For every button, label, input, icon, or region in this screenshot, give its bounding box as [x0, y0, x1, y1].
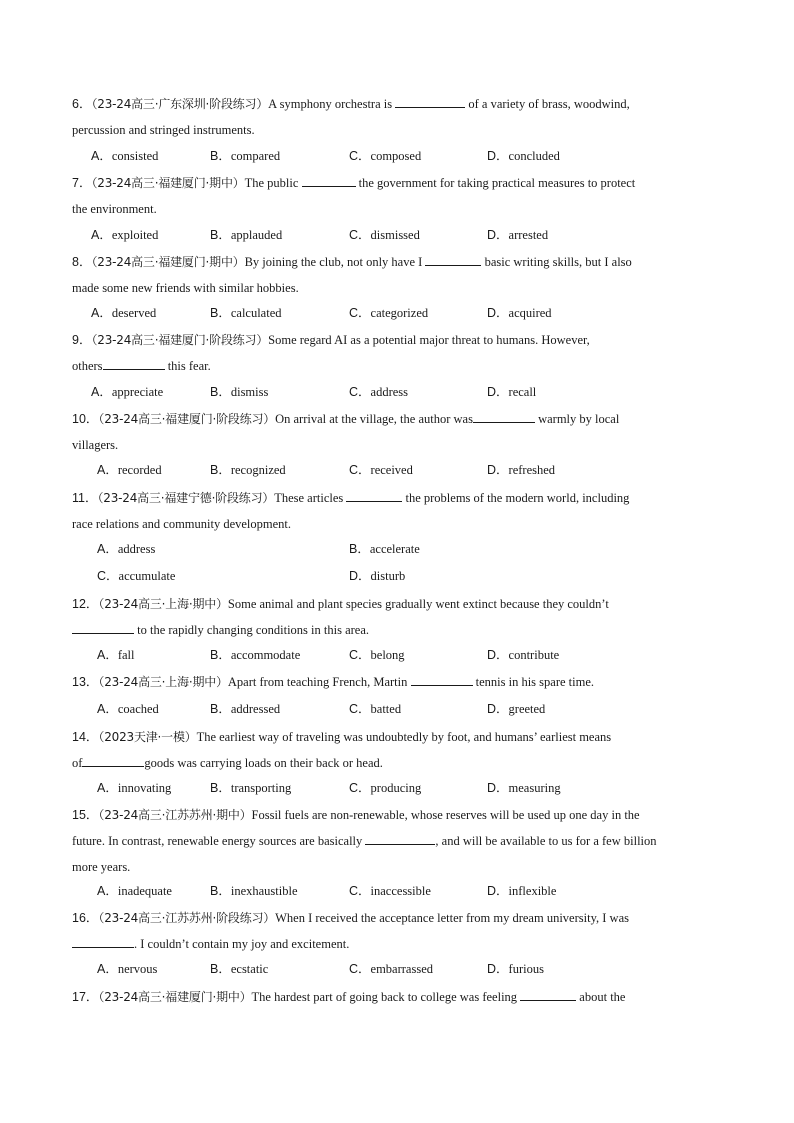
answer-blank	[302, 174, 356, 187]
options-row	[72, 696, 722, 722]
options-row	[72, 642, 722, 668]
question-10-line-1	[72, 406, 722, 432]
question-text: this fear.	[164, 359, 211, 373]
option-c[interactable]: C．embarrassed	[349, 962, 434, 976]
question-number: 12．	[72, 597, 99, 611]
option-a[interactable]: A．nervous	[97, 962, 158, 976]
question-7	[72, 170, 722, 222]
question-text: The hardest part of going back to college was feeling	[251, 990, 521, 1004]
question-text-cont: the environment.	[72, 202, 157, 216]
question-text: On arrival at the village, the author was	[275, 412, 473, 426]
option-a[interactable]: A．fall	[97, 648, 135, 662]
option-b[interactable]: B．accommodate	[210, 648, 301, 662]
option-d[interactable]: D．greeted	[487, 702, 546, 716]
question-16	[72, 905, 722, 957]
question-number: 13．	[72, 675, 99, 689]
answer-blank	[520, 988, 576, 1001]
option-a[interactable]: A．address	[97, 542, 156, 556]
question-text: When I received the acceptance letter from my dream university, I was	[275, 911, 629, 925]
question-number: 8．	[72, 255, 92, 269]
question-number: 17．	[72, 990, 99, 1004]
option-a[interactable]: A．consisted	[91, 149, 159, 163]
question-text: others	[72, 359, 103, 373]
options-row	[72, 457, 722, 483]
answer-blank	[82, 754, 144, 767]
option-c[interactable]: C．categorized	[349, 306, 429, 320]
answer-blank	[395, 95, 465, 108]
question-text: the government for taking practical measures to protect	[355, 176, 636, 190]
option-a[interactable]: A．coached	[97, 702, 159, 716]
question-15-line-1	[72, 802, 722, 828]
question-source: （23-24高三·福建宁德·阶段练习）	[97, 491, 275, 505]
option-d[interactable]: D．furious	[487, 962, 544, 976]
question-text: tennis in his spare time.	[472, 675, 595, 689]
question-9-line-1	[72, 327, 722, 353]
option-b[interactable]: B．transporting	[210, 781, 292, 795]
option-d[interactable]: D．contribute	[487, 648, 560, 662]
question-text: The public	[244, 176, 302, 190]
question-13-line-1	[72, 669, 722, 695]
question-text: Some regard AI as a potential major threat to humans. However,	[268, 333, 590, 347]
question-text-cont: percussion and stringed instruments.	[72, 123, 255, 137]
options-row	[72, 956, 722, 982]
option-b[interactable]: B．ecstatic	[210, 962, 269, 976]
question-text: warmly by local	[534, 412, 620, 426]
question-number: 14．	[72, 730, 99, 744]
option-d[interactable]: D．disturb	[349, 569, 406, 583]
option-d[interactable]: D．inflexible	[487, 884, 557, 898]
question-17	[72, 984, 722, 1010]
option-d[interactable]: D．measuring	[487, 781, 561, 795]
question-text: of a variety of brass, woodwind,	[465, 97, 630, 111]
options-row	[72, 878, 722, 904]
option-b[interactable]: B．addressed	[210, 702, 281, 716]
question-13	[72, 669, 722, 695]
question-9	[72, 327, 722, 379]
question-number: 11．	[72, 491, 98, 505]
question-text: . I couldn’t contain my joy and excitement.	[134, 937, 350, 951]
question-7-line-1	[72, 170, 722, 196]
question-9-line-2	[72, 353, 722, 379]
question-text: future. In contrast, renewable energy sources are basically	[72, 834, 366, 848]
option-a[interactable]: A．appreciate	[91, 385, 164, 399]
answer-blank	[103, 357, 165, 370]
option-d[interactable]: D．recall	[487, 385, 537, 399]
question-15	[72, 802, 722, 880]
question-text: about the	[576, 990, 626, 1004]
question-number: 15．	[72, 808, 99, 822]
option-d[interactable]: D．arrested	[487, 228, 549, 242]
option-d[interactable]: D．acquired	[487, 306, 552, 320]
question-text-cont: race relations and community development.	[72, 517, 292, 531]
option-b[interactable]: B．compared	[210, 149, 281, 163]
question-12-line-1	[72, 591, 722, 617]
option-a[interactable]: A．inadequate	[97, 884, 172, 898]
question-text: Fossil fuels are non-renewable, whose reserves will be used up one day in the	[251, 808, 640, 822]
question-text: of	[72, 756, 83, 770]
question-text: basic writing skills, but I also	[481, 255, 632, 269]
option-a[interactable]: A．exploited	[91, 228, 159, 242]
question-text-cont: villagers.	[72, 438, 119, 452]
options-row	[72, 563, 722, 589]
options-row	[72, 775, 722, 801]
option-c[interactable]: C．batted	[349, 702, 402, 716]
question-text: , and will be available to us for a few billion	[435, 834, 657, 848]
question-text-cont: more years.	[72, 860, 131, 874]
question-source: （23-24高三·上海·期中）	[98, 675, 228, 689]
option-b[interactable]: B．recognized	[210, 463, 286, 477]
question-source: （23-24高三·福建厦门·期中）	[91, 176, 245, 190]
question-16-line-2	[72, 931, 722, 957]
question-14-line-1	[72, 724, 722, 750]
option-b[interactable]: B．dismiss	[210, 385, 269, 399]
question-14-line-2	[72, 750, 722, 776]
question-text: goods was carrying loads on their back or head.	[144, 756, 383, 770]
answer-blank	[72, 935, 134, 948]
options-row	[72, 536, 722, 562]
question-text: the problems of the modern world, including	[402, 491, 630, 505]
option-b[interactable]: B．accelerate	[349, 542, 420, 556]
question-text: Apart from teaching French, Martin	[227, 675, 411, 689]
question-source: （2023天津·一模）	[98, 730, 197, 744]
answer-blank	[346, 489, 402, 502]
question-source: （23-24高三·福建厦门·期中）	[98, 990, 252, 1004]
question-text: A symphony orchestra is	[268, 97, 396, 111]
option-a[interactable]: A．deserved	[91, 306, 157, 320]
option-b[interactable]: B．inexhaustible	[210, 884, 298, 898]
question-number: 6．	[72, 97, 92, 111]
options-row	[72, 300, 722, 326]
question-12	[72, 591, 722, 643]
answer-blank	[72, 621, 134, 634]
question-14	[72, 724, 722, 776]
option-d[interactable]: D．refreshed	[487, 463, 556, 477]
option-c[interactable]: C．accumulate	[97, 569, 176, 583]
question-8	[72, 249, 722, 301]
question-15-line-2	[72, 828, 722, 854]
question-source: （23-24高三·福建厦门·期中）	[91, 255, 245, 269]
option-c[interactable]: C．inaccessible	[349, 884, 431, 898]
question-source: （23-24高三·福建厦门·阶段练习）	[91, 333, 269, 347]
option-c[interactable]: C．dismissed	[349, 228, 420, 242]
question-11	[72, 485, 722, 537]
option-b[interactable]: B．applauded	[210, 228, 283, 242]
question-6-line-1	[72, 91, 722, 117]
options-row	[72, 222, 722, 248]
question-number: 10．	[72, 412, 99, 426]
option-c[interactable]: C．composed	[349, 149, 422, 163]
question-10	[72, 406, 722, 458]
question-17-line-1	[72, 984, 722, 1010]
option-a[interactable]: A．recorded	[97, 463, 162, 477]
option-c[interactable]: C．received	[349, 463, 413, 477]
question-16-line-1	[72, 905, 722, 931]
option-d[interactable]: D．concluded	[487, 149, 560, 163]
option-c[interactable]: C．belong	[349, 648, 405, 662]
option-a[interactable]: A．innovating	[97, 781, 172, 795]
question-8-line-1	[72, 249, 722, 275]
question-text-cont: made some new friends with similar hobbies.	[72, 281, 299, 295]
answer-blank	[411, 673, 473, 686]
question-11-line-1	[72, 485, 722, 511]
option-b[interactable]: B．calculated	[210, 306, 282, 320]
question-source: （23-24高三·江苏苏州·阶段练习）	[98, 911, 276, 925]
question-text: By joining the club, not only have I	[244, 255, 426, 269]
question-text: The earliest way of traveling was undoubtedly by foot, and humans’ earliest means	[196, 730, 612, 744]
question-6	[72, 91, 722, 143]
question-number: 7．	[72, 176, 92, 190]
question-source: （23-24高三·广东深圳·阶段练习）	[91, 97, 269, 111]
options-row	[72, 143, 722, 169]
question-source: （23-24高三·上海·期中）	[98, 597, 228, 611]
option-c[interactable]: C．producing	[349, 781, 422, 795]
question-text: Some animal and plant species gradually went extinct because they couldn’t	[227, 597, 609, 611]
question-12-line-2	[72, 617, 722, 643]
question-source: （23-24高三·江苏苏州·期中）	[98, 808, 252, 822]
answer-blank	[365, 832, 435, 845]
question-number: 9．	[72, 333, 92, 347]
question-number: 16．	[72, 911, 99, 925]
option-c[interactable]: C．address	[349, 385, 409, 399]
question-text: to the rapidly changing conditions in this area.	[134, 623, 370, 637]
options-row	[72, 379, 722, 405]
question-source: （23-24高三·福建厦门·阶段练习）	[98, 412, 276, 426]
answer-blank	[473, 410, 535, 423]
question-text: These articles	[274, 491, 347, 505]
answer-blank	[425, 253, 481, 266]
